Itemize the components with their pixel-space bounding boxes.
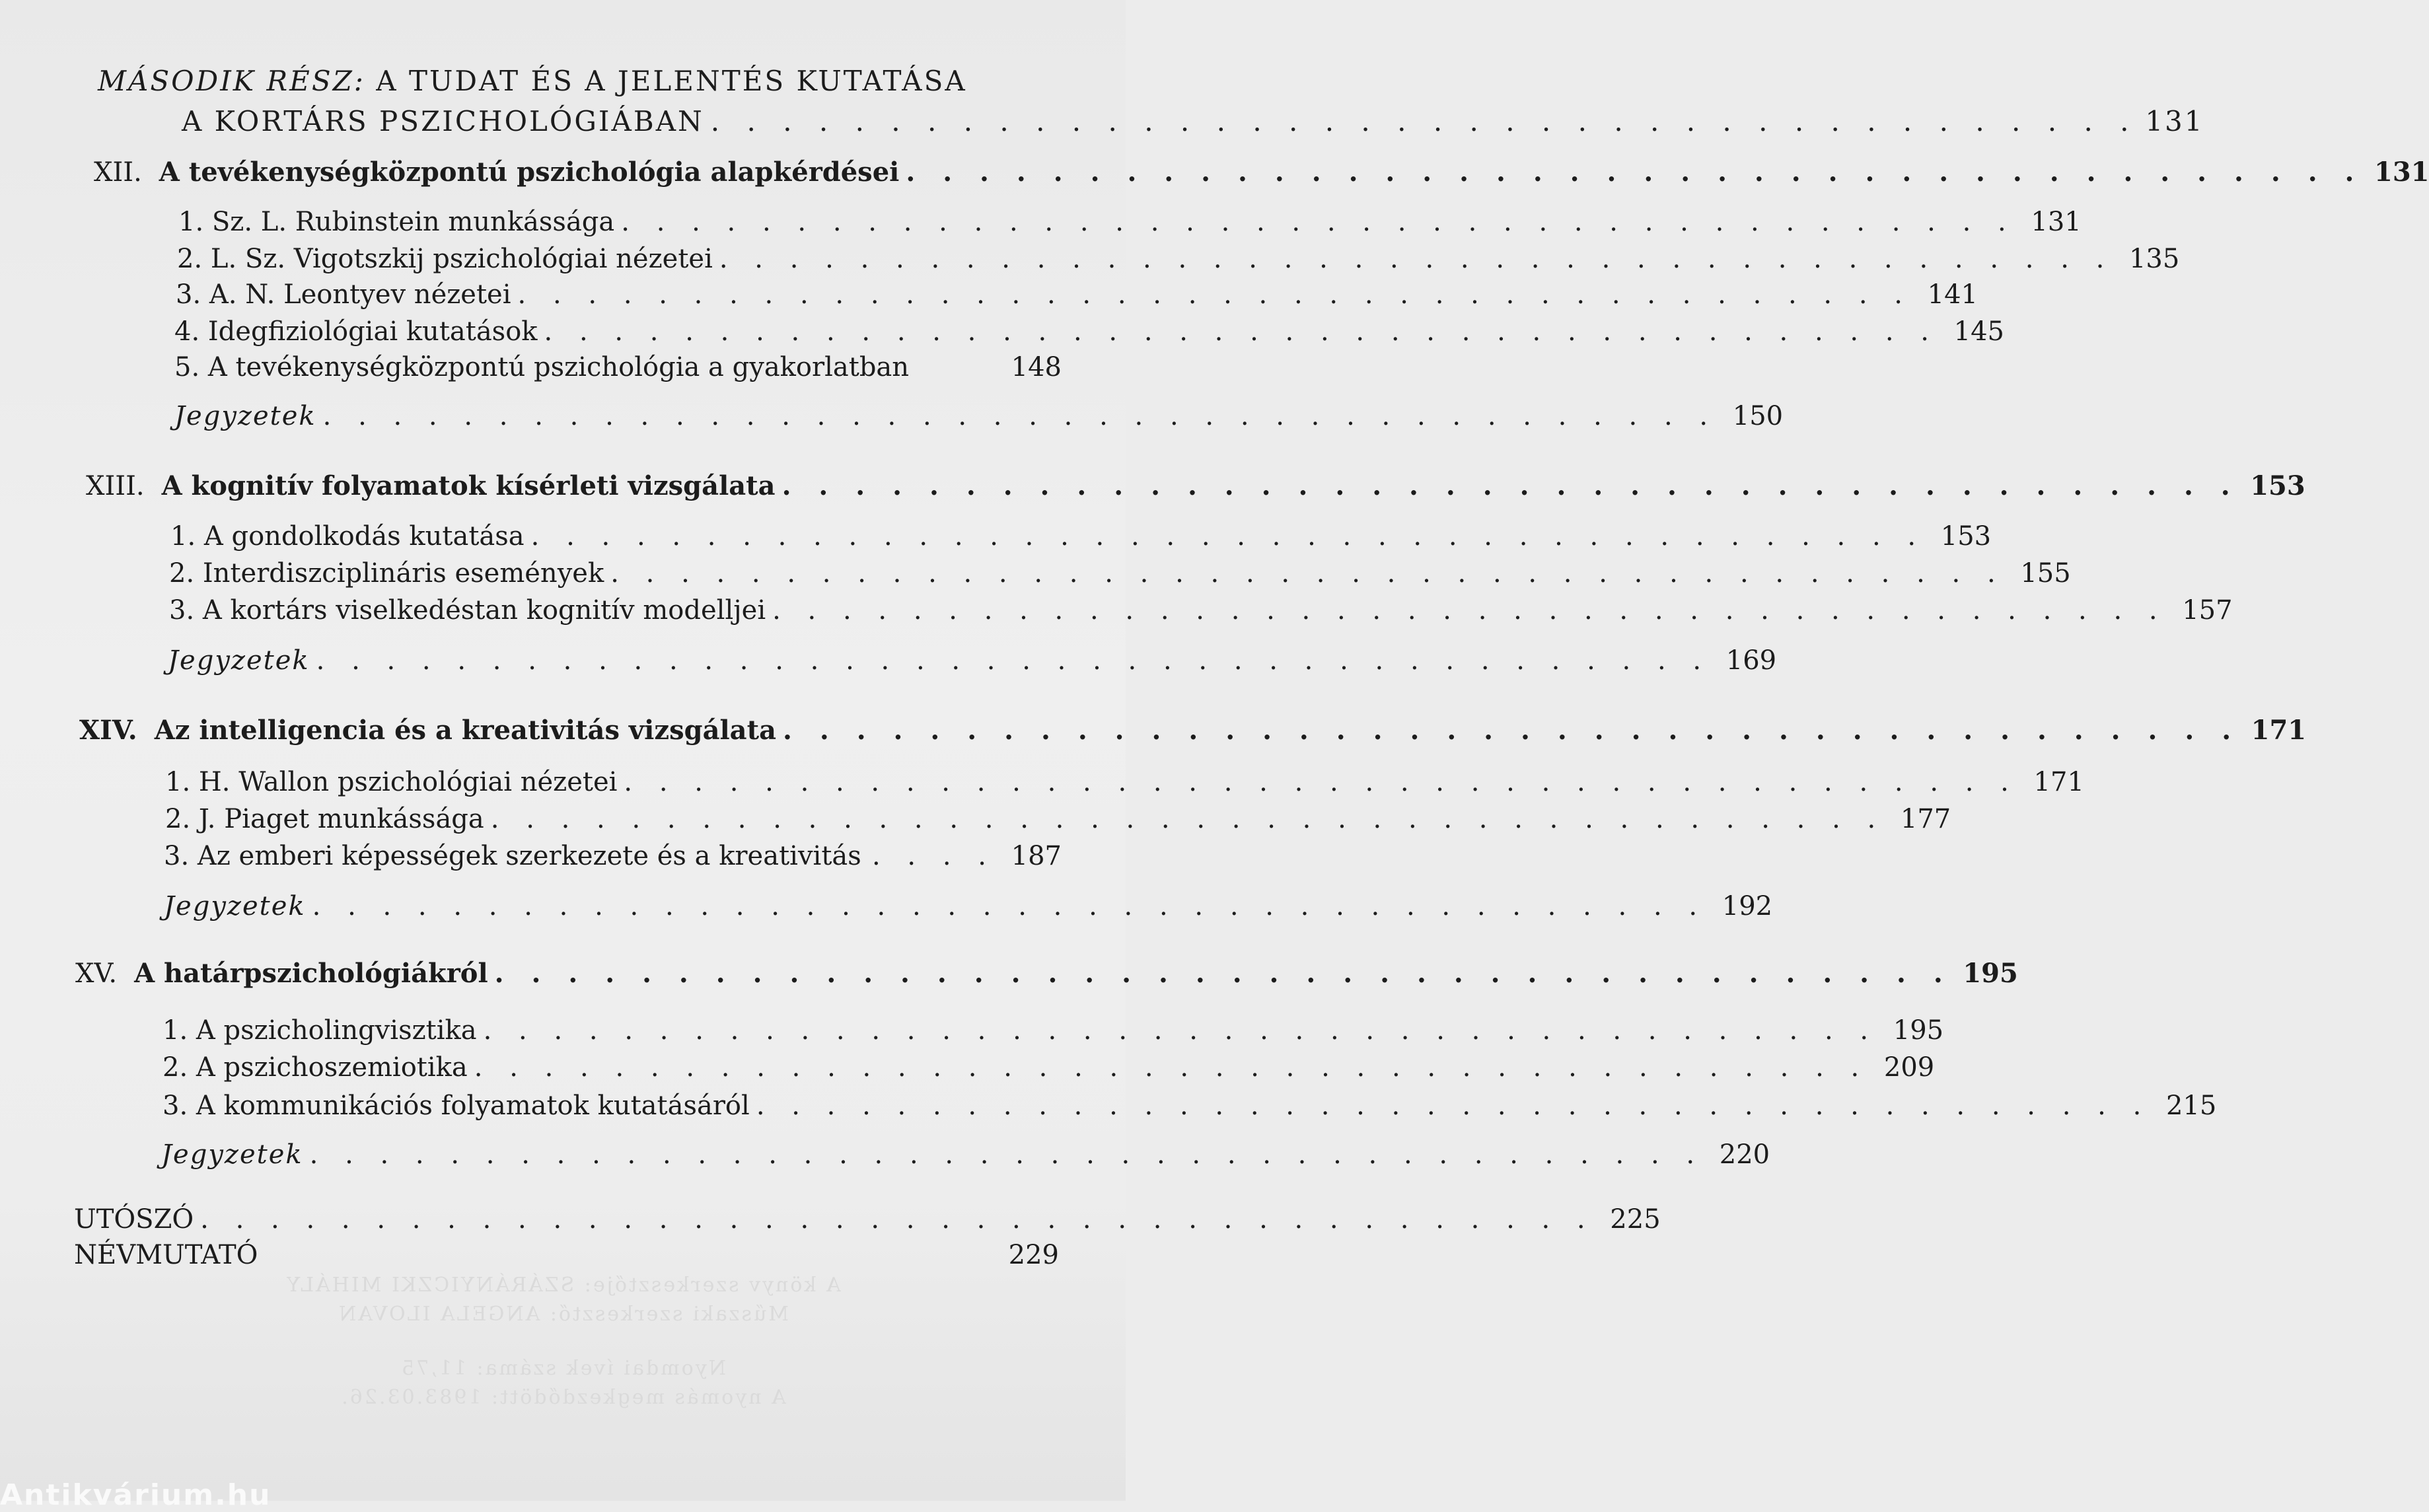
section-entry [163,1013,1944,1048]
section-entry [164,839,1062,873]
dot-leader: . . . . . . . . . . . . . . . . . . . . . . . . . . . . . . . . . . . . . . . . [906,157,2364,188]
page-number: 220 [1719,1139,1770,1170]
section-title: 4. Idegfiziológiai kutatások [174,316,538,347]
section-entry [163,1050,1935,1085]
chapter-title: A kognitív folyamatok kísérleti vizsgálata [161,470,776,501]
dot-leader: . . . . . . . . . . . . . . . . . . . . . . . . . . . . . . . . . . . . . . . . [610,558,2005,589]
page-number: 131 [2145,105,2204,137]
page-number: 229 [1008,1240,1059,1270]
dot-leader: . . . . . . . . . . . . . . . . . . . . . . . . . . . . . . . . . . . . . . . . [322,401,1718,431]
section-entry [165,765,2084,799]
dot-leader: . . . . . . . . . . . . . . . . . . . . . . . . . . . . . . . . . . . . . . . . [494,958,1952,989]
page-number: 131 [2374,157,2429,188]
section-title: 3. A. N. Leontyev nézetei [176,279,511,310]
section-title: 2. J. Piaget munkássága [165,804,484,834]
section-entry [163,1089,2217,1123]
page-number: 131 [2031,207,2082,237]
chapter-title: A határpszichológiákról [134,958,488,989]
chapter-number: XII. [94,157,142,188]
notes-entry [174,399,1784,433]
page-number: 145 [1953,316,2004,347]
section-title: 2. Interdiszciplináris események [169,558,604,589]
dot-leader: . . . . . . . . . . . . . . . . . . . . . . . . . . . . . . . . . . . . . . . . [621,207,2015,237]
imprint-ghost-line: Nyomdai ívek száma: 11,75 [400,1357,726,1380]
page-number: 215 [2165,1091,2217,1121]
section-entry [176,277,1978,312]
page-number: 171 [2033,767,2084,797]
page-number: 135 [2128,244,2180,274]
section-title: 2. L. Sz. Vigotszkij pszichológiai nézetei [177,244,713,274]
section-entry [169,556,2071,591]
page-number: 225 [1610,1204,1661,1235]
page-number: 195 [1893,1015,1944,1046]
dot-leader: . . . . . . . . . . . . . . . . . . . . . . . . . . . . . . . . . . . . . . . . [781,470,2239,501]
page-number: 195 [1963,958,2018,989]
dot-leader: . . . . . . . . . . . . . . . . . . . . . . . . . . . . . . . . . . . . . . . . [710,105,2138,137]
dot-leader: . . . . . . . . . . . . . . . . . . . . . . . . . . . . . . . . . . . . . . . . [517,279,1912,310]
imprint-ghost-line: A nyomás megkezdődött: 1983.03.26. [340,1386,786,1409]
page-number: 150 [1732,401,1784,431]
chapter-heading-xiv [79,713,2307,748]
page-number: 209 [1883,1052,1935,1083]
section-entry [165,802,1951,836]
section-title: 3. A kommunikációs folyamatok kutatásáról [163,1091,750,1121]
section-title: 1. Sz. L. Rubinstein munkássága [178,207,615,237]
part-heading-line2 [182,104,2204,139]
notes-label: Jegyzetek [168,645,310,676]
end-matter-entry [74,1238,1059,1272]
dot-leader: . . . . . . . . . . . . . . . . . . . . . . . . . . . . . . . . . . . . . . . . [772,595,2167,626]
section-entry [178,205,2082,239]
chapter-heading-xii [94,155,2429,190]
imprint-ghost-line: Műszaki szerkesztő: ANGELA ILOVAN [337,1303,789,1326]
part-title-line1: A TUDAT ÉS A JELENTÉS KUTATÁSA [376,65,967,97]
section-title: 2. A pszichoszemiotika [163,1052,468,1083]
chapter-heading-xv [75,956,2018,991]
section-entry [174,314,2004,349]
notes-label: Jegyzetek [161,1139,303,1170]
page-number: 192 [1722,891,1773,921]
chapter-number: XV. [75,958,118,989]
page-number: 153 [2250,470,2305,501]
section-entry [174,350,1062,384]
chapter-title: A tevékenységközpontú pszichológia alapkérdései [159,157,900,188]
end-matter-entry [74,1202,1661,1237]
section-title: 1. A pszicholingvisztika [163,1015,477,1046]
dot-leader: . . . . . . . . . . . . . . . . . . . . . . . . . . . . . . . . . . . . . . . . [474,1052,1869,1083]
imprint-ghost-line: A könyv szerkesztője: SZÁRÁNYICZKI MIHÁLY [285,1274,841,1297]
dot-leader: . . . . . . . . . . . . . . . . . . . . . . . . . . . . . . . . . . . . . . . . [490,804,1885,834]
dot-leader: . . . . . . . . . . . . . . . . . . . . . . . . . . . . . . . . . . . . . . . . [312,891,1707,921]
chapter-number: XIII. [86,471,145,501]
end-matter-title: NÉVMUTATÓ [74,1240,258,1270]
chapter-heading-xiii [86,469,2305,503]
part-heading [98,63,967,99]
section-title: 3. A kortárs viselkedéstan kognitív modelljei [169,595,766,626]
section-entry [170,519,1992,554]
page-number: 153 [1940,521,1992,552]
dot-leader: . . . . . . . . . . . . . . . . . . . . . . . . . . . . . . . . . . . . . . . . [483,1015,1878,1046]
dot-leader: . . . . . . . . . . . . . . . . . . . . . . . . . . . . . . . . . . . . . . . . [756,1091,2151,1121]
part-title-line2: A KORTÁRS PSZICHOLÓGIÁBAN [182,105,704,137]
page-number: 177 [1900,804,1951,834]
section-title: 5. A tevékenységközpontú pszichológia a gyakorlatban [174,352,910,382]
part-label: MÁSODIK RÉSZ: [98,65,365,97]
dot-leader: . . . . . . . . . . . . . . . . . . . . . . . . . . . . . . . . . . . . . . . . [309,1139,1704,1170]
chapter-number: XIV. [79,715,137,746]
page-number: 141 [1927,279,1978,310]
end-matter-title: UTÓSZÓ [74,1204,194,1235]
page-number: 155 [2020,558,2071,589]
dot-leader: . . . . . . . . . . . . . . . . . . . . . . . . . . . . . . . . . . . . . . . . [624,767,2018,797]
dot-leader: . . . . . . . . . . . . . . . . . . . . . . . . . . . . . . . . . . . . . . . . [719,244,2114,274]
notes-entry [164,889,1773,923]
dot-leader: . . . . [871,841,996,871]
section-entry [169,593,2233,628]
dot-leader: . . . . . . . . . . . . . . . . . . . . . . . . . . . . . . . . . . . . . . . . [544,316,1938,347]
watermark: Antikvárium.hu [0,1478,272,1512]
page-number: 187 [1011,841,1062,871]
dot-leader: . . . . . . . . . . . . . . . . . . . . . . . . . . . . . . . . . . . . . . . . [530,521,1926,552]
notes-label: Jegyzetek [174,401,316,431]
dot-leader: . . . . . . . . . . . . . . . . . . . . . . . . . . . . . . . . . . . . . . . . [200,1204,1595,1235]
dot-leader: . . . . . . . . . . . . . . . . . . . . . . . . . . . . . . . . . . . . . . . . [783,715,2241,746]
section-entry [177,242,2180,276]
section-title: 1. A gondolkodás kutatása [170,521,525,552]
page-number: 171 [2251,715,2307,746]
section-title: 1. H. Wallon pszichológiai nézetei [165,767,618,797]
notes-entry [168,643,1777,678]
chapter-title: Az intelligencia és a kreativitás vizsgálata [154,715,776,746]
page-number: 157 [2182,595,2233,626]
dot-leader: . . . . . . . . . . . . . . . . . . . . . . . . . . . . . . . . . . . . . . . . [316,645,1711,676]
notes-label: Jegyzetek [164,891,306,921]
page-number: 169 [1725,645,1777,676]
section-title: 3. Az emberi képességek szerkezete és a kreativitás [164,841,861,871]
page-number: 148 [1011,352,1062,382]
notes-entry [161,1137,1770,1172]
